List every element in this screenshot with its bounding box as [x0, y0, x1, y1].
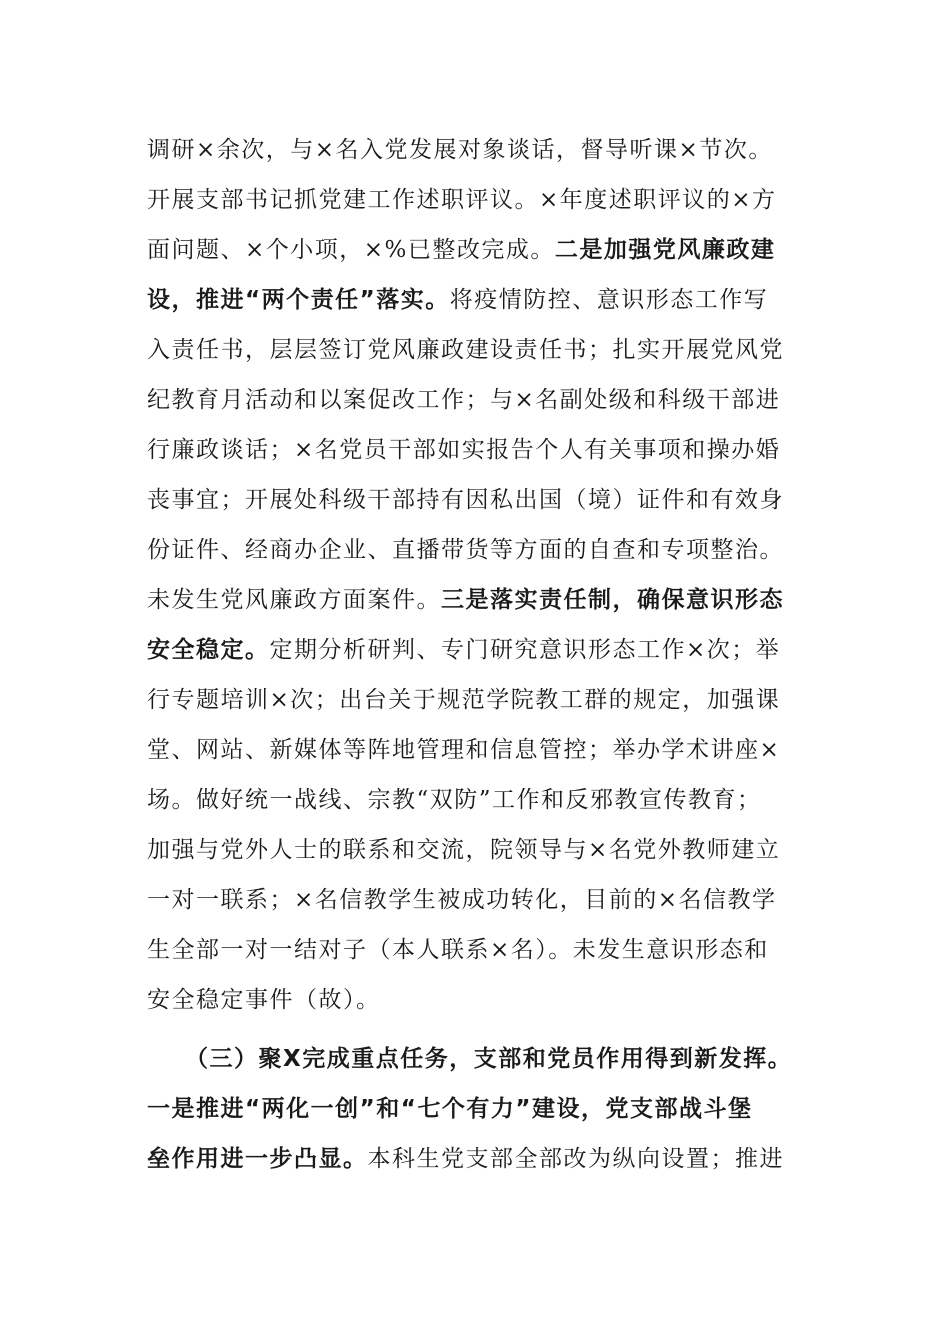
text-line: [185, 1034, 792, 1084]
text-line: [147, 975, 381, 1025]
text-line: [147, 225, 775, 275]
text-line: [147, 575, 784, 625]
text-line: [147, 175, 777, 225]
text-line: [147, 675, 780, 725]
body-text-segment: 未发生党风廉政方面案件。: [147, 587, 441, 613]
text-line: [147, 475, 784, 525]
bold-heading-text: 设，推进“两个责任”落实。: [147, 287, 450, 313]
text-line: [147, 775, 762, 825]
body-text-segment: 堂、网站、新媒体等阵地管理和信息管控；举办学术讲座×: [147, 737, 781, 763]
text-line: [147, 1134, 784, 1184]
body-text-segment: 加强与党外人士的联系和交流，院领导与×名党外教师建立: [147, 837, 781, 863]
bold-heading-text: 三是落实责任制，确保意识形态: [441, 587, 784, 613]
text-line: [147, 625, 780, 675]
body-text-segment: 开展支部书记抓党建工作述职评议。×年度述职评议的×方: [147, 187, 777, 213]
text-line: [147, 425, 780, 475]
body-text-segment: 安全稳定事件（故）。: [147, 987, 381, 1013]
body-text-segment: 场。做好统一战线、宗教“双防”工作和反邪教宣传教育；: [147, 787, 762, 813]
bold-heading-text: 安全稳定。: [147, 637, 270, 663]
text-line: [147, 925, 769, 975]
body-text-segment: 生全部一对一结对子（本人联系×名）。未发生意识形态和: [147, 937, 769, 963]
body-text-segment: 本科生党支部全部改为纵向设置；推进: [367, 1146, 784, 1172]
text-line: [147, 375, 780, 425]
text-line: [147, 825, 780, 875]
text-line: [147, 525, 784, 575]
body-text-segment: 纪教育月活动和以案促改工作；与×名副处级和科级干部进: [147, 387, 781, 413]
bold-heading-text: 垒作用进一步凸显。: [147, 1146, 368, 1172]
body-text-segment: 入责任书，层层签订党风廉政建设责任书；扎实开展党风党: [147, 337, 784, 363]
body-text-segment: 调研×余次，与×名入党发展对象谈话，督导听课×节次。: [147, 137, 773, 163]
bold-heading-text: （三）聚X完成重点任务，支部和党员作用得到新发挥。: [185, 1046, 793, 1072]
body-text-segment: 份证件、经商办企业、直播带货等方面的自查和专项整治。: [147, 537, 784, 563]
text-line: [147, 275, 768, 325]
body-text-segment: 行廉政谈话；×名党员干部如实报告个人有关事项和操办婚: [147, 437, 781, 463]
text-line: [147, 1084, 752, 1134]
text-line: [147, 875, 777, 925]
bold-heading-text: 二是加强党风廉政建: [554, 237, 776, 263]
body-text-segment: 面问题、×个小项，×%已整改完成。: [147, 237, 555, 263]
text-line: [147, 325, 784, 375]
body-text-segment: 将疫情防控、意识形态工作写: [449, 287, 769, 313]
body-text-segment: 定期分析研判、专门研究意识形态工作×次；举: [269, 637, 781, 663]
text-line: [147, 725, 780, 775]
body-text-segment: 丧事宜；开展处科级干部持有因私出国（境）证件和有效身: [147, 487, 784, 513]
bold-heading-text: 一是推进“两化一创”和“七个有力”建设，党支部战斗堡: [147, 1096, 753, 1122]
text-line: [147, 125, 773, 175]
body-text-segment: 一对一联系；×名信教学生被成功转化，目前的×名信教学: [147, 887, 777, 913]
body-text-segment: 行专题培训×次；出台关于规范学院教工群的规定，加强课: [147, 687, 781, 713]
